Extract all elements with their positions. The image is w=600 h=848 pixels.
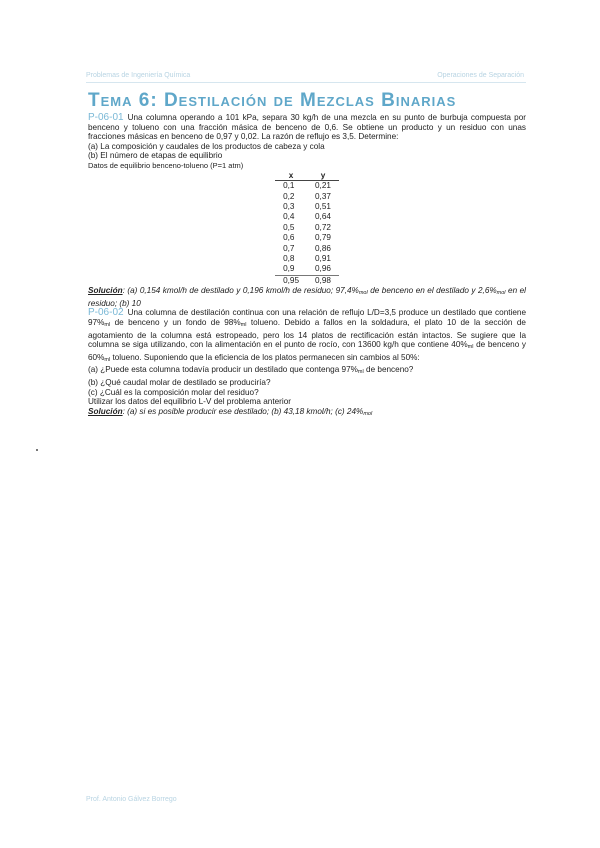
cell-x: 0,1 xyxy=(283,181,295,191)
problem-2-text: de benceno y un fondo de 98% xyxy=(110,318,241,327)
problem-2-statement xyxy=(88,308,526,365)
item-text: (a) ¿Puede esta columna todavía producir un destilado que contenga 97% xyxy=(88,365,358,375)
column-header-x: x xyxy=(275,171,307,181)
table-row xyxy=(275,181,339,192)
cell-x: 0,5 xyxy=(283,222,295,232)
table-row xyxy=(275,202,339,212)
subscript: ml xyxy=(104,322,111,328)
table-row xyxy=(275,233,339,243)
problem-2-id: P-06-02 xyxy=(88,307,124,319)
cell-y: 0,79 xyxy=(315,233,331,243)
problem-2-note: Utilizar los datos del equilibrio L-V del problema anterior xyxy=(88,397,291,407)
page-title: Tema 6: Destilación de Mezclas Binarias xyxy=(88,90,457,111)
page-header-right: Operaciones de Separación xyxy=(437,72,524,79)
solution-label: Solución xyxy=(88,286,123,296)
cell-x: 0,7 xyxy=(283,243,295,253)
cell-y: 0,72 xyxy=(315,222,331,232)
problem-1-statement xyxy=(88,113,526,142)
problem-1-text: Una columna operando a 101 kPa, separa 30 kg/h de una mezcla en su punto de burbuja compuesta por benceno y tolueno con una fracción másica de benceno de 0,6. Se obtiene un producto y un residuo con unas fracciones másicas en benceno de 0,97 y 0,02. La razón de reflujo es 3,5. Determine: xyxy=(88,113,526,142)
subscript: ml xyxy=(467,344,474,351)
subscript: ml xyxy=(104,356,111,363)
solution-text: de benceno en el destilado y 2,6% xyxy=(367,286,497,296)
subscript: ml xyxy=(357,369,364,376)
equilibrium-table xyxy=(275,171,339,287)
solution-subscript: mol xyxy=(496,290,506,297)
cell-x: 0,4 xyxy=(283,212,295,222)
table-row xyxy=(275,244,339,254)
cell-x: 0,8 xyxy=(283,254,295,263)
solution-text: : (a) 0,154 kmol/h de destilado y 0,196 kmol/h de residuo; 97,4% xyxy=(122,286,359,296)
solution-text: : (a) si es posible producir ese destilado; (b) 43,18 kmol/h; (c) 24% xyxy=(122,406,364,416)
table-header-row xyxy=(275,171,339,181)
cell-y: 0,98 xyxy=(307,275,339,286)
solution-label: Solución xyxy=(88,406,123,416)
problem-1-item-b: (b) El número de etapas de equilibrio xyxy=(88,151,223,161)
cell-x: 0,9 xyxy=(283,264,295,274)
column-header-y: y xyxy=(307,171,339,181)
page-header-left: Problemas de Ingeniería Química xyxy=(86,72,191,79)
item-text: de benceno? xyxy=(363,365,414,375)
document-body xyxy=(88,113,526,419)
cell-x: 0,95 xyxy=(275,275,307,286)
table-row xyxy=(275,192,339,202)
cell-y: 0,86 xyxy=(315,243,331,253)
subscript: ml xyxy=(240,322,247,328)
cell-y: 0,51 xyxy=(315,201,331,211)
page-footer: Prof. Antonio Gálvez Borrego xyxy=(86,796,177,803)
cell-y: 0,91 xyxy=(315,254,331,263)
table-row xyxy=(275,212,339,222)
table-row xyxy=(275,254,339,264)
solution-subscript: mol xyxy=(358,290,368,297)
table-row xyxy=(275,275,339,286)
problem-2-solution xyxy=(88,407,526,420)
cell-y: 0,64 xyxy=(315,212,331,222)
solution-subscript: mol xyxy=(363,410,373,417)
table-row xyxy=(275,223,339,233)
problem-1-item-a: (a) La composición y caudales de los productos de cabeza y cola xyxy=(88,141,325,151)
cell-y: 0,37 xyxy=(315,191,331,201)
cell-y: 0,96 xyxy=(315,264,331,274)
stray-mark xyxy=(36,449,38,451)
cell-y: 0,21 xyxy=(315,181,331,191)
cell-x: 0,6 xyxy=(283,233,295,243)
problem-2-text: tolueno. Debido a fallos en la soldadura, el plato 10 de la sección de agotamiento de la columna está estropeado, pero los 14 platos de rectificación están intactos. Se sugiere que la columna se siga utilizando, con la alimentación en el punto de rocío, con 13600 kg/h que contiene 40% xyxy=(88,318,526,350)
table-row xyxy=(275,264,339,275)
problem-1-solution xyxy=(88,286,526,308)
problem-2-text: tolueno. Suponiendo que la eficiencia de los platos permanecen sin cambios al 50%: xyxy=(110,352,420,362)
problem-2-item-b: (b) ¿Qué caudal molar de destilado se produciría? xyxy=(88,377,271,387)
problem-1-id: P-06-01 xyxy=(88,112,124,123)
problem-2-text: de benceno y 60% xyxy=(88,340,526,362)
cell-x: 0,3 xyxy=(283,201,295,211)
solution-text: en el residuo; (b) 10 xyxy=(88,286,526,308)
equilibrium-table-caption: Datos de equilibrio benceno-tolueno (P=1 atm) xyxy=(88,160,244,170)
header-divider xyxy=(86,82,526,83)
problem-2-text: Una columna de destilación continua con una relación de reflujo L/D=3,5 produce un destilado que contiene 97% xyxy=(88,308,526,327)
problem-2-item-a xyxy=(88,365,526,378)
problem-2-item-c: (c) ¿Cuál es la composición molar del residuo? xyxy=(88,387,259,397)
cell-x: 0,2 xyxy=(283,191,295,201)
